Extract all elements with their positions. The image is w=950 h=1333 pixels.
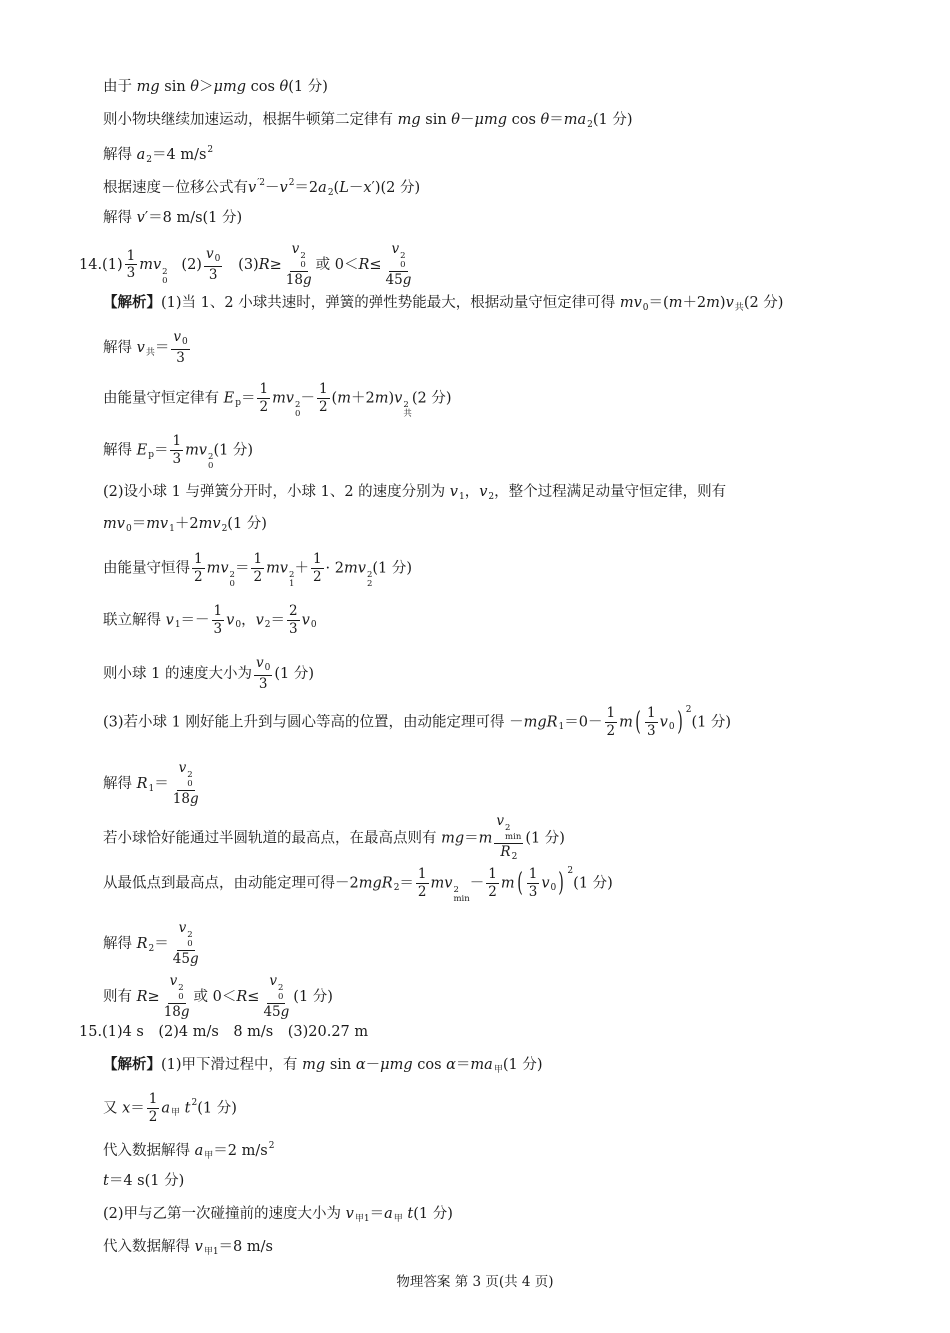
text-line: 联立解得 $v_1=-$ $\frac{1}{3}$ $v_0$，$v_2=$ $\frac{2}{3}$ $v_0$ [103,603,317,637]
text-line: 则小物块继续加速运动，根据牛顿第二定律有 mg sin θ－μmg $\cos \theta=ma_2(1$ 分) [103,112,633,130]
text-line: 代入数据解得 $a_甲=2$ $m/s^2$ [103,1141,275,1161]
text-line: 解得 $R_2=$ v 2 0 45g [103,920,199,967]
text-line: 根据速度－位移公式有$v^{'2}-v^2=2a_2(L-x')(2$ 分) [103,178,421,198]
text-line: 则有 R≥ v 2 0 18g 或 0＜R≤ v 2 0 45g (1 分) [103,973,333,1020]
text-line: 则小球 1 的速度大小为 $\frac{v_0}{3}$ (1 分) [103,655,314,692]
text-line: 由能量守恒定律有 $E_p=$ $\frac{1}{2}$ mv 2 0 － $\frac{1}{2}$ (m＋2m)v 2 共 (2 分) [103,381,452,420]
text-line: (3)若小球 1 刚好能上升到与圆心等高的位置，由动能定理可得 －mgR$_1$＝0－ $\frac{1}{2}$ m( $\frac{1}{3}$ $v_0$) $^2$(1 分) [103,705,732,739]
text-line: (2)设小球 1 与弹簧分开时，小球 1、2 的速度分别为 $v_1$，$v_2$，整个过程满足动量守恒定律，则有 [103,484,727,502]
question-15-answer: 15.(1)4 s (2)4 m/s 8 m/s (3)20.27 m [79,1024,369,1040]
question-14-answer: 14.(1) $\frac{1}{3}$ mv 2 0 (2) $\frac{v_0}{3}$ (3)R≥ v 2 0 18g 或 0＜R≤ v 2 0 45g [79,241,412,288]
page-footer: 物理答案 第 3 页(共 4 页) [396,1274,554,1290]
text-line: 解得 v′＝8 m/s(1 分) [103,210,243,226]
text-line: 又 x＝ $\frac{1}{2}$ $a_甲$ $t^2(1$ 分) [103,1091,237,1125]
text-line: 从最低点到最高点，由动能定理可得－2mgR$_2$＝ $\frac{1}{2}$ mv 2 min － $\frac{1}{2}$ m( $\frac{1}{3}$ $v_0$) $^2$(1 分) [103,866,613,905]
text-line: 由于 mg sin θ＞μmg cos θ(1 分) [103,79,328,95]
text-line: 解得 $v_共=$ $\frac{v_0}{3}$ [103,329,188,366]
text-line: 解得 $R_1=$ v 2 0 18g [103,760,199,807]
text-line: 代入数据解得 $v_{甲1}=8$ m/s [103,1239,273,1257]
text-line: t＝4 s(1 分) [103,1173,185,1189]
text-line: 【解析】(1)甲下滑过程中，有 mg sin α－μmg $\cos \alpha=ma_甲(1$ 分) [103,1056,543,1075]
text-line: $mv_0=mv_1+2mv_2(1$ 分) [103,516,267,534]
text-line: (2)甲与乙第一次碰撞前的速度大小为 $v_{甲1}=a_甲$ t(1 分) [103,1206,453,1224]
text-line: 若小球恰好能通过半圆轨道的最高点，在最高点则有 mg＝m v 2 min $R_2$ (1 分) [103,813,565,862]
text-line: 【解析】(1)当 1、2 小球共速时，弹簧的弹性势能最大，根据动量守恒定律可得 $mv_0=(m+2m)v_共(2$ 分) [103,294,784,313]
text-line: 由能量守恒得 $\frac{1}{2}$ mv 2 0 ＝ $\frac{1}{2}$ mv 2 1 ＋ $\frac{1}{2}$ · 2mv 2 2 (1 分) [103,551,413,590]
text-line: 解得 $a_2=4$ $m/s^2$ [103,145,214,165]
text-line: 解得 $E_p=$ $\frac{1}{3}$ mv 2 0 (1 分) [103,433,254,472]
